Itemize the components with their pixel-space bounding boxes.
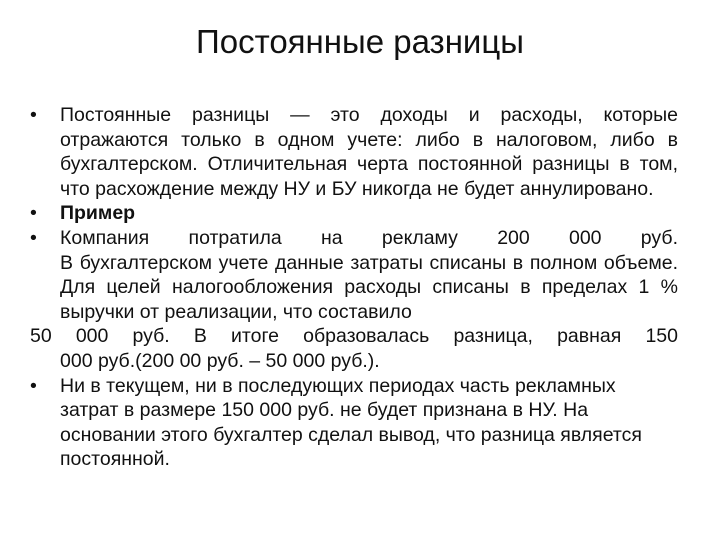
slide-title: Постоянные разницы: [196, 23, 524, 60]
slide-content: [30, 103, 678, 472]
bullet-text: Постоянные разницы — это доходы и расходы, которые отражаются только в одном учете: либо в налоговом, либо в бухгалтерском. Отличительная черта постоянной разницы в том, что расхождение между НУ и БУ никогда не будет аннулировано.: [60, 104, 678, 200]
bullet-text: Пример: [60, 202, 136, 225]
continuation-paragraph: [30, 324, 678, 373]
bullet-item-example-heading: [30, 201, 678, 226]
continuation-first-line: 50 000 руб. В итоге образовалась разница, равная 150: [30, 325, 678, 348]
bullet-icon: •: [30, 226, 37, 249]
bullet-item-conclusion: [30, 374, 678, 472]
bullet-icon: •: [30, 374, 37, 397]
continuation-text: 000 руб.(200 00 руб. – 50 000 руб.).: [60, 349, 380, 372]
bullet-text-first-line: Компания потратила на рекламу 200 000 руб.: [60, 226, 678, 249]
bullet-item-definition: [30, 103, 678, 201]
bullet-text: В бухгалтерском учете данные затраты списаны в полном объеме. Для целей налогообложения расходы списаны в пределах 1 % выручки от реализации, что составило: [60, 251, 678, 323]
bullet-item-company: [30, 226, 678, 324]
bullet-icon: •: [30, 202, 37, 225]
bullet-icon: •: [30, 104, 37, 126]
bullet-text: Ни в текущем, ни в последующих периодах часть рекламных затрат в размере 150 000 руб. не будет признана в НУ. На основании этого бухгалтер сделал вывод, что разница является постоянной.: [60, 374, 642, 471]
